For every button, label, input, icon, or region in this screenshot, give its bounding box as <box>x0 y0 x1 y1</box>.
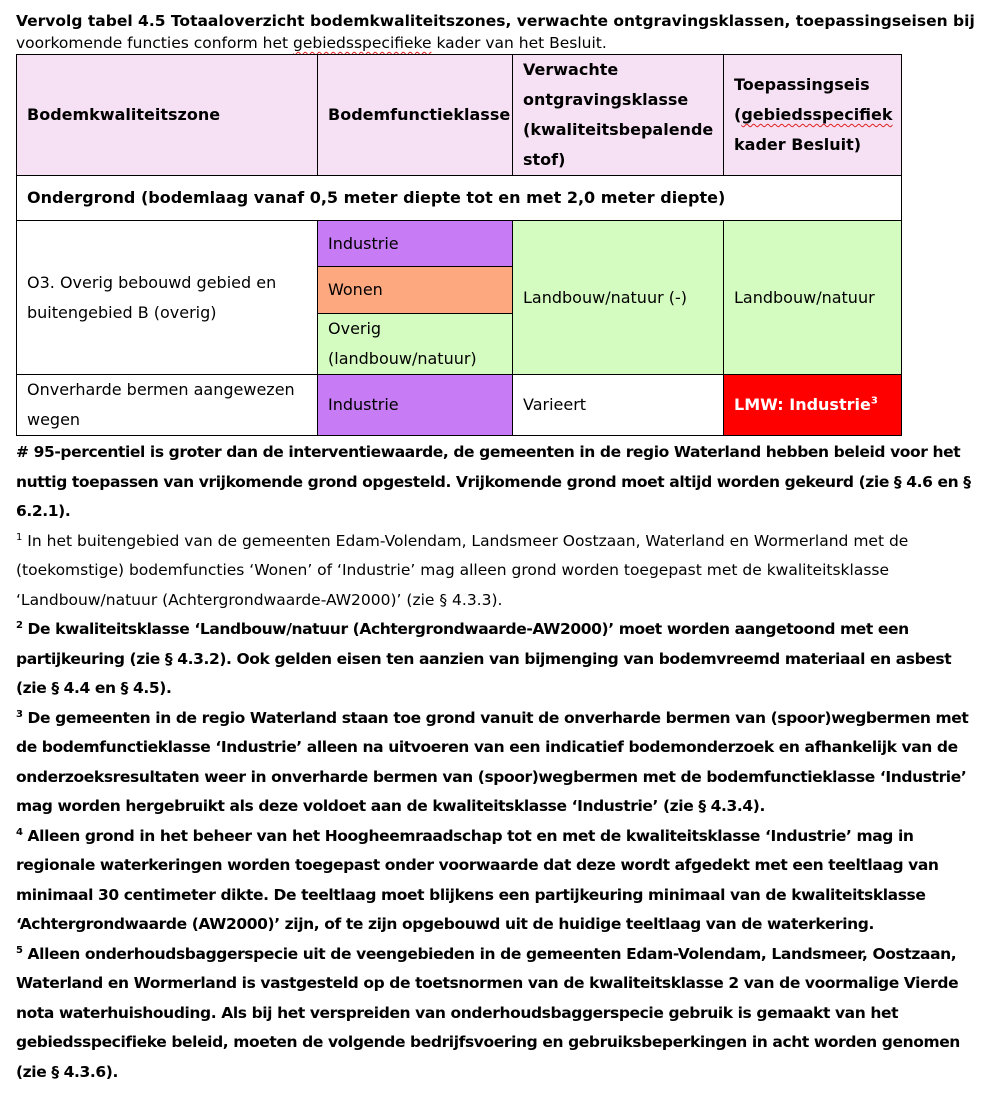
soil-quality-table <box>16 54 902 436</box>
header-row <box>17 55 902 176</box>
table-row <box>17 375 902 436</box>
function-cell-wonen: Wonen <box>318 267 513 314</box>
footnote-number: 1 <box>16 531 23 543</box>
footnote-1 <box>16 527 976 616</box>
table-caption <box>16 10 976 54</box>
table-row <box>17 221 902 267</box>
footnote-number: 2 <box>16 619 23 631</box>
footnote-text: De kwaliteitsklasse ‘Landbouw/natuur (Achtergrondwaarde-AW2000)’ moet worden aangetoond met een partijkeuring (zie § 4.3.2). Ook gelden eisen ten aanzien van bijmenging van bodemvreemd materiaal en asbest (zie § 4.4 en § 4.5). <box>16 620 952 697</box>
footnote-3 <box>16 704 976 822</box>
application-requirement-cell: Landbouw/natuur <box>724 221 902 375</box>
header-zone: Bodemkwaliteitszone <box>17 55 318 176</box>
section-row <box>17 176 902 221</box>
footnote-hash: # 95-percentiel is groter dan de interventiewaarde, de gemeenten in de regio Waterland hebben beleid voor het nuttig toepassen van vrijkomende grond opgesteld. Vrijkomende grond moet altijd worden gekeurd (zie § 4.6 en § 6.2.1). <box>16 443 971 520</box>
header-application-requirement <box>724 55 902 176</box>
expected-class-cell: Varieert <box>513 375 724 436</box>
header-text: kader Besluit) <box>734 135 862 154</box>
spellcheck-marked-word: gebiedsspecifieke <box>293 34 432 52</box>
section-subsoil: Ondergrond (bodemlaag vanaf 0,5 meter diepte tot en met 2,0 meter diepte) <box>17 176 902 221</box>
header-text: Toepassingseis ( <box>734 75 870 124</box>
function-cell-overig: Overig (landbouw/natuur) <box>318 314 513 375</box>
footnote-ref: 3 <box>870 395 878 407</box>
function-cell-industrie: Industrie <box>318 375 513 436</box>
caption-text: voorkomende functies conform het <box>16 34 293 52</box>
footnote-number: 5 <box>16 944 23 956</box>
header-expected-class: Verwachte ontgravingsklasse (kwaliteitsbepalende stof) <box>513 55 724 176</box>
footnote-text: Alleen onderhoudsbaggerspecie uit de veengebieden in de gemeenten Edam-Volendam, Landsmeer, Oostzaan, Waterland en Wormerland is vastgesteld op de toetsnormen van de kwaliteitsklasse 2 van de voormalige Vierde nota waterhuishouding. Als bij het verspreiden van onderhoudsbaggerspecie gebruik is gemaakt van het gebiedsspecifieke beleid, moeten de volgende bedrijfsvoering en gebruiksbeperkingen in acht worden genomen (zie § 4.3.6). <box>16 944 960 1081</box>
footnote-number: 4 <box>16 826 23 838</box>
zone-cell: O3. Overig bebouwd gebied en buitengebied B (overig) <box>17 221 318 375</box>
caption-line-2 <box>16 32 976 54</box>
footnote-4 <box>16 822 976 940</box>
expected-class-cell: Landbouw/natuur (-) <box>513 221 724 375</box>
caption-text: kader van het Besluit. <box>431 34 607 52</box>
caption-line-1: Vervolg tabel 4.5 Totaaloverzicht bodemkwaliteitszones, verwachte ontgravingsklassen, toepassingseisen bij <box>16 12 975 30</box>
requirement-text: LMW: Industrie <box>734 395 871 414</box>
footnotes <box>16 438 976 1087</box>
spellcheck-marked-word: gebiedsspecifiek <box>741 105 893 124</box>
header-function-class: Bodemfunctieklasse <box>318 55 513 176</box>
footnote-text: Alleen grond in het beheer van het Hoogheemraadschap tot en met de kwaliteitsklasse ‘Industrie’ mag in regionale waterkeringen worden toegepast onder voorwaarde dat deze wordt afgedekt met een teeltlaag van minimaal 30 centimeter dikte. De teeltlaag moet blijkens een partijkeuring minimaal van de kwaliteitsklasse ‘Achtergrondwaarde (AW2000)’ zijn, of te zijn opgebouwd uit de huidige teeltlaag van de waterkering. <box>16 826 939 933</box>
function-cell-industrie: Industrie <box>318 221 513 267</box>
footnote-text: De gemeenten in de regio Waterland staan toe grond vanuit de onverharde bermen van (spoor)wegbermen met de bodemfunctieklasse ‘Industrie’ alleen na uitvoeren van een indicatief bodemonderzoek en afhankelijk van de onderzoeksresultaten weer in onverharde bermen van (spoor)wegbermen met de bodemfunctieklasse ‘Industrie’ mag worden hergebruikt als deze voldoet aan de kwaliteitsklasse ‘Industrie’ (zie § 4.3.4). <box>16 708 969 815</box>
footnote-5 <box>16 940 976 1088</box>
footnote-2 <box>16 615 976 704</box>
footnote-number: 3 <box>16 708 23 720</box>
zone-cell: Onverharde bermen aangewezen wegen <box>17 375 318 436</box>
footnote-text: In het buitengebied van de gemeenten Edam-Volendam, Landsmeer Oostzaan, Waterland en Wormerland met de (toekomstige) bodemfuncties ‘Wonen’ of ‘Industrie’ mag alleen grond worden toegepast met de kwaliteitsklasse ‘Landbouw/natuur (Achtergrondwaarde-AW2000)’ (zie § 4.3.3). <box>16 531 909 609</box>
application-requirement-cell <box>724 375 902 436</box>
